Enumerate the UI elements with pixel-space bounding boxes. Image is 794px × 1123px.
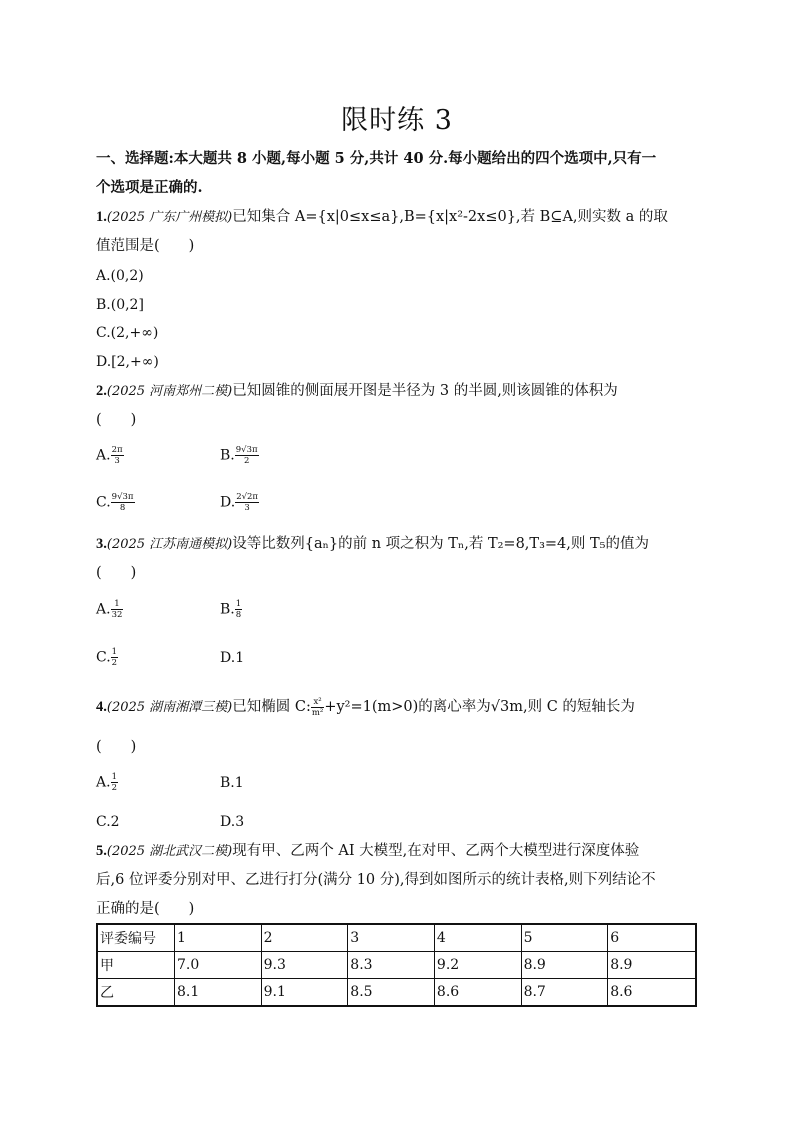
- fraction-numerator: 2π: [111, 445, 123, 455]
- table-cell: 9.2: [434, 952, 521, 979]
- table-cell: 8.6: [608, 979, 696, 1007]
- option-letter: D.: [220, 494, 236, 511]
- question-5-number: 5.: [96, 843, 107, 859]
- table-row: [97, 952, 696, 979]
- question-5-source: (2025 湖北武汉二模): [106, 844, 233, 859]
- question-5-line1: [96, 840, 639, 863]
- fraction-numerator: 1: [111, 772, 117, 782]
- fraction-numerator: 1: [235, 599, 242, 609]
- table-cell: 1: [175, 924, 262, 952]
- question-2-option-b[interactable]: [220, 445, 259, 466]
- question-3-option-c[interactable]: [96, 647, 118, 668]
- table-header-row: [97, 924, 696, 952]
- question-3-option-d[interactable]: [220, 648, 244, 668]
- option-fraction: [111, 772, 118, 793]
- question-1-number: 1.: [96, 209, 107, 225]
- option-letter: D.: [220, 814, 236, 830]
- table-cell: 4: [434, 924, 521, 952]
- question-2-text: 已知圆锥的侧面展开图是半径为 3 的半圆,则该圆锥的体积为: [232, 383, 618, 399]
- question-3-line1: [96, 533, 649, 556]
- question-1-source: (2025 广东广州模拟): [106, 210, 233, 225]
- question-3-option-a[interactable]: [96, 599, 123, 620]
- question-2-number: 2.: [96, 383, 107, 399]
- question-5-text: 现有甲、乙两个 AI 大模型,在对甲、乙两个大模型进行深度体验: [232, 843, 640, 859]
- table-cell: 8.5: [348, 979, 435, 1007]
- option-letter: D.: [220, 650, 236, 666]
- fraction-denominator: 2: [111, 783, 117, 793]
- table-cell: 8.9: [521, 952, 608, 979]
- fraction-numerator: 2√2π: [236, 492, 259, 502]
- table-cell: 8.3: [348, 952, 435, 979]
- question-4-line2: ( ): [96, 739, 137, 755]
- question-3-source: (2025 江苏南通模拟): [106, 537, 233, 552]
- score-table: [96, 923, 697, 1007]
- fraction-denominator: 8: [119, 503, 126, 513]
- table-cell: 5: [521, 924, 608, 952]
- option-letter: A.: [96, 447, 111, 464]
- table-cell: 乙: [97, 979, 175, 1007]
- question-4-line1: [96, 693, 635, 722]
- option-letter: B.: [220, 775, 235, 791]
- fraction-numerator: 1: [111, 647, 118, 657]
- question-1-option-d[interactable]: D.[2,+∞): [96, 354, 159, 370]
- fraction-denominator: 3: [114, 456, 120, 466]
- question-1-option-b[interactable]: B.(0,2]: [96, 297, 144, 313]
- question-5-line2: 后,6 位评委分别对甲、乙进行打分(满分 10 分),得到如图所示的统计表格,则下列结论不: [96, 872, 656, 888]
- table-cell: 9.3: [261, 952, 348, 979]
- question-4-option-a[interactable]: [96, 772, 118, 793]
- option-fraction: [111, 445, 124, 466]
- option-fraction: [235, 445, 259, 466]
- option-letter: C.: [96, 649, 111, 666]
- question-1-line2: 值范围是( ): [96, 238, 195, 254]
- question-4-option-c[interactable]: [96, 812, 120, 832]
- section-heading-line2: 个选项是正确的.: [96, 179, 203, 196]
- question-4-text-pre: 已知椭圆 C:: [232, 699, 311, 715]
- question-2-option-c[interactable]: [96, 492, 135, 513]
- question-3-text: 设等比数列{aₙ}的前 n 项之积为 Tₙ,若 T₂=8,T₃=4,则 T₅的值为: [232, 536, 649, 552]
- option-fraction: [111, 492, 135, 513]
- question-3-number: 3.: [96, 536, 107, 552]
- question-2-source: (2025 河南郑州二模): [106, 384, 233, 399]
- option-letter: A.: [96, 601, 111, 618]
- table-cell: 甲: [97, 952, 175, 979]
- table-cell: 3: [348, 924, 435, 952]
- table-cell: 8.9: [608, 952, 696, 979]
- question-5-line3: 正确的是( ): [96, 901, 195, 917]
- question-4-text-post: +y²=1(m>0)的离心率为√3m,则 C 的短轴长为: [324, 699, 635, 715]
- option-letter: B.: [220, 601, 235, 618]
- table-cell: 7.0: [175, 952, 262, 979]
- question-4-option-b[interactable]: [220, 773, 244, 793]
- question-4-source: (2025 湖南湘潭三模): [106, 700, 233, 715]
- fraction-denominator: 8: [235, 610, 242, 620]
- table-cell: 6: [608, 924, 696, 952]
- fraction-numerator: x²: [311, 697, 324, 708]
- table-cell: 评委编号: [97, 924, 175, 952]
- fraction-numerator: 1: [111, 599, 124, 610]
- question-2-option-a[interactable]: [96, 445, 124, 466]
- question-2-line1: [96, 380, 618, 403]
- option-fraction: [111, 599, 124, 620]
- table-cell: 9.1: [261, 979, 348, 1007]
- table-cell: 8.7: [521, 979, 608, 1007]
- option-letter: B.: [220, 447, 235, 464]
- option-fraction: [235, 599, 242, 620]
- question-4-option-d[interactable]: [220, 812, 244, 832]
- fraction-numerator: 9√3π: [235, 445, 258, 455]
- question-1-line1: [96, 206, 668, 229]
- question-1-option-a[interactable]: A.(0,2): [96, 268, 144, 284]
- option-value: 1: [235, 650, 245, 666]
- option-value: 1: [234, 775, 244, 791]
- fraction-denominator: m²: [311, 707, 324, 718]
- option-letter: C.: [96, 494, 111, 511]
- option-letter: C.: [96, 814, 111, 830]
- question-1-option-c[interactable]: C.(2,+∞): [96, 325, 159, 341]
- table-row: [97, 979, 696, 1007]
- fraction-denominator: 2: [243, 456, 250, 466]
- fraction-denominator: 3: [244, 503, 250, 513]
- page-title: 限时练 3: [341, 105, 453, 136]
- option-value: 2: [110, 814, 120, 830]
- option-value: 3: [235, 814, 245, 830]
- table-cell: 8.6: [434, 979, 521, 1007]
- fraction-denominator: 32: [111, 610, 123, 620]
- question-4-number: 4.: [96, 699, 107, 715]
- fraction-denominator: 2: [111, 658, 118, 668]
- option-letter: A.: [96, 774, 111, 791]
- ellipse-fraction: [311, 697, 324, 718]
- question-2-line2: ( ): [96, 412, 137, 428]
- table-cell: 2: [261, 924, 348, 952]
- section-heading-line1: 一、选择题:本大题共 8 小题,每小题 5 分,共计 40 分.每小题给出的四个选项中,只有一: [96, 150, 657, 167]
- question-3-option-b[interactable]: [220, 599, 242, 620]
- question-2-option-d[interactable]: [220, 492, 259, 513]
- fraction-numerator: 9√3π: [111, 492, 134, 502]
- table-cell: 8.1: [175, 979, 262, 1007]
- question-1-text: 已知集合 A={x|0≤x≤a},B={x|x²-2x≤0},若 B⊆A,则实数 a 的取: [232, 209, 668, 225]
- question-3-line2: ( ): [96, 565, 137, 581]
- option-fraction: [235, 492, 259, 513]
- option-fraction: [111, 647, 118, 668]
